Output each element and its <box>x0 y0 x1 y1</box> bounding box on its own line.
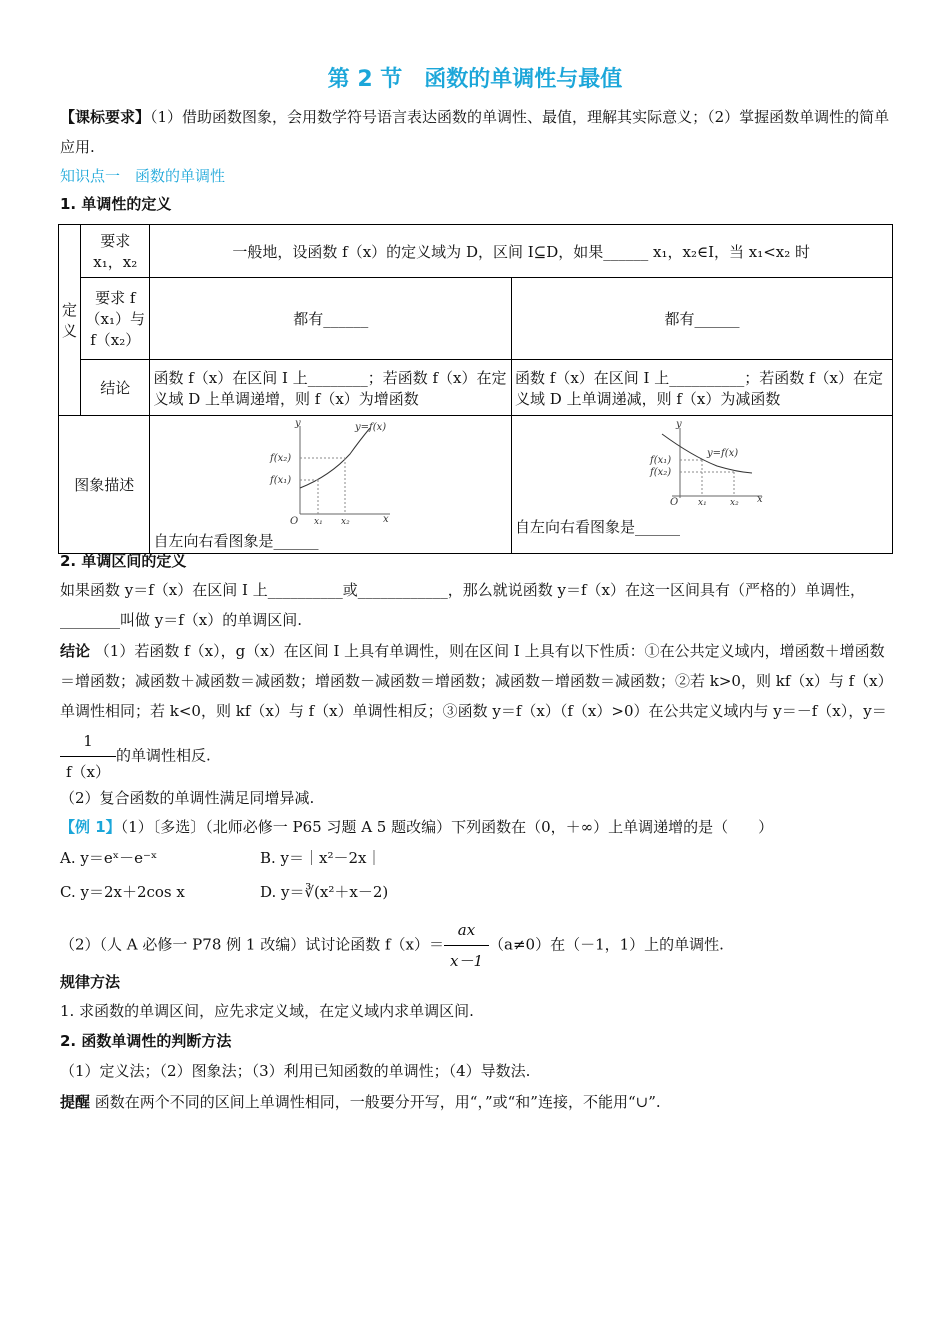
example-q1-text: （1）〔多选〕（北师必修一 P65 习题 A 5 题改编）下列函数在（0，＋∞）上单调递增的是（ ） <box>120 818 774 836</box>
option-a: A. y＝eˣ－e⁻ˣ <box>60 849 158 867</box>
fraction-numerator: 1 <box>60 726 116 757</box>
x-label: x <box>757 494 763 505</box>
method-heading: 规律方法 <box>60 973 121 991</box>
method-2-heading: 2. 函数单调性的判断方法 <box>60 1032 232 1050</box>
concl-left: 函数 f（x）在区间 I 上________；若函数 f（x）在定义域 D 上单调递增，则 f（x）为增函数 <box>150 360 512 416</box>
tip-text: 函数在两个不同的区间上单调性相同，一般要分开写，用“，”或“和”连接，不能用“∪”. <box>94 1093 661 1111</box>
fx1-label: f(x₁) <box>270 475 292 486</box>
q2-numerator: ax <box>444 915 489 946</box>
conclusion-text-1-end: 的单调性相反. <box>116 746 211 765</box>
curve-label: y=f(x) <box>355 422 387 433</box>
x1-label: x₁ <box>314 517 324 526</box>
req1-text: 一般地，设函数 f（x）的定义域为 D，区间 I⊆D，如果______ x₁，x₂∈I，当 x₁<x₂ 时 <box>150 225 893 278</box>
method-1: 1. 求函数的单调区间，应先求定义域，在定义域内求单调区间. <box>60 1002 474 1020</box>
req2-label: 要求 f（x₁）与 f（x₂） <box>81 278 150 360</box>
y-label: y <box>295 418 302 429</box>
option-c: C. y＝2x＋2cos x <box>60 883 185 901</box>
reciprocal-fraction <box>60 726 116 787</box>
x2-label: x₂ <box>341 517 351 526</box>
fraction-denominator: f（x） <box>66 763 111 781</box>
increasing-curve <box>300 428 370 488</box>
concl-label: 结论 <box>81 360 150 416</box>
origin-label: O <box>290 516 299 526</box>
curve-label: y=f(x) <box>707 448 739 459</box>
intro-paragraph <box>60 102 890 162</box>
method-2-text: （1）定义法；（2）图象法；（3）利用已知函数的单调性；（4）导数法. <box>60 1062 531 1080</box>
req1-label: 要求 x₁，x₂ <box>81 225 150 278</box>
fx2-label: f(x₂) <box>270 453 292 464</box>
graph-right-cell <box>512 416 893 554</box>
option-b: B. y＝｜x²－2x｜ <box>260 849 382 867</box>
example-1-question-1 <box>60 812 890 842</box>
x-label: x <box>383 514 390 525</box>
def-label: 定义 <box>59 225 81 416</box>
section-1-heading: 1. 单调性的定义 <box>60 195 172 213</box>
req2-right: 都有______ <box>512 278 893 360</box>
fx1-label: f(x₁) <box>650 455 672 466</box>
graph-right-caption: 自左向右看图象是______ <box>515 518 681 536</box>
section-2-text: 如果函数 y＝f（x）在区间 I 上__________或____________，那么就说函数 y＝f（x）在这一区间具有（严格的）单调性，________叫做 y＝f（x）的单调区间. <box>60 581 865 629</box>
knowledge-point-1: 知识点一 函数的单调性 <box>60 167 226 185</box>
section-2-heading: 2. 单调区间的定义 <box>60 552 187 570</box>
graph-left-cell <box>150 416 512 554</box>
origin-label: O <box>670 497 679 506</box>
y-label: y <box>676 419 682 430</box>
definition-table <box>58 224 893 554</box>
x2-label: x₂ <box>730 498 739 506</box>
conclusion-label: 结论 <box>60 642 91 660</box>
concl-right: 函数 f（x）在区间 I 上__________；若函数 f（x）在定义域 D 上单调递减，则 f（x）为减函数 <box>512 360 893 416</box>
example-q2-post: （a≠0）在（－1，1）上的单调性. <box>489 935 724 954</box>
graph-left-caption: 自左向右看图象是______ <box>153 532 319 550</box>
conclusion-text-1: （1）若函数 f（x），g（x）在区间 I 上具有单调性，则在区间 I 上具有以下性质：①在公共定义域内，增函数＋增函数＝增函数；减函数＋减函数＝减函数；增函数－减函数＝增函数；减函数－增函数＝减函数；②若 k>0，则 kf（x）与 f（x）单调性相同；若 k<0，则 kf（x）与 f（x）单调性相反；③函数 y＝f（x）（f（x）>0）在公共定义域内与 y＝－f（x），y＝ <box>60 642 887 720</box>
conclusion-text-2: （2）复合函数的单调性满足同增异减. <box>60 789 315 807</box>
option-d: D. y＝∛(x²＋x－2) <box>260 883 389 901</box>
example-q2-pre: （2）（人 A 必修一 P78 例 1 改编）试讨论函数 f（x）＝ <box>60 935 444 954</box>
example-label: 【例 1】 <box>60 818 121 836</box>
intro-label: 【课标要求】 <box>60 108 151 126</box>
fx2-label: f(x₂) <box>650 467 672 478</box>
tip-paragraph <box>60 1087 890 1117</box>
q2-denominator: x－1 <box>450 952 484 970</box>
conclusion-paragraph <box>60 636 890 787</box>
req2-left: 都有______ <box>150 278 512 360</box>
decreasing-graph <box>512 416 892 506</box>
x1-label: x₁ <box>698 498 707 506</box>
intro-text: （1）借助函数图象，会用数学符号语言表达函数的单调性、最值，理解其实际意义；（2）掌握函数单调性的简单应用. <box>60 108 890 156</box>
page-title: 第 2 节 函数的单调性与最值 <box>327 67 623 92</box>
increasing-graph <box>150 416 505 526</box>
graph-label: 图象描述 <box>59 416 150 554</box>
tip-label: 提醒 <box>60 1093 91 1111</box>
